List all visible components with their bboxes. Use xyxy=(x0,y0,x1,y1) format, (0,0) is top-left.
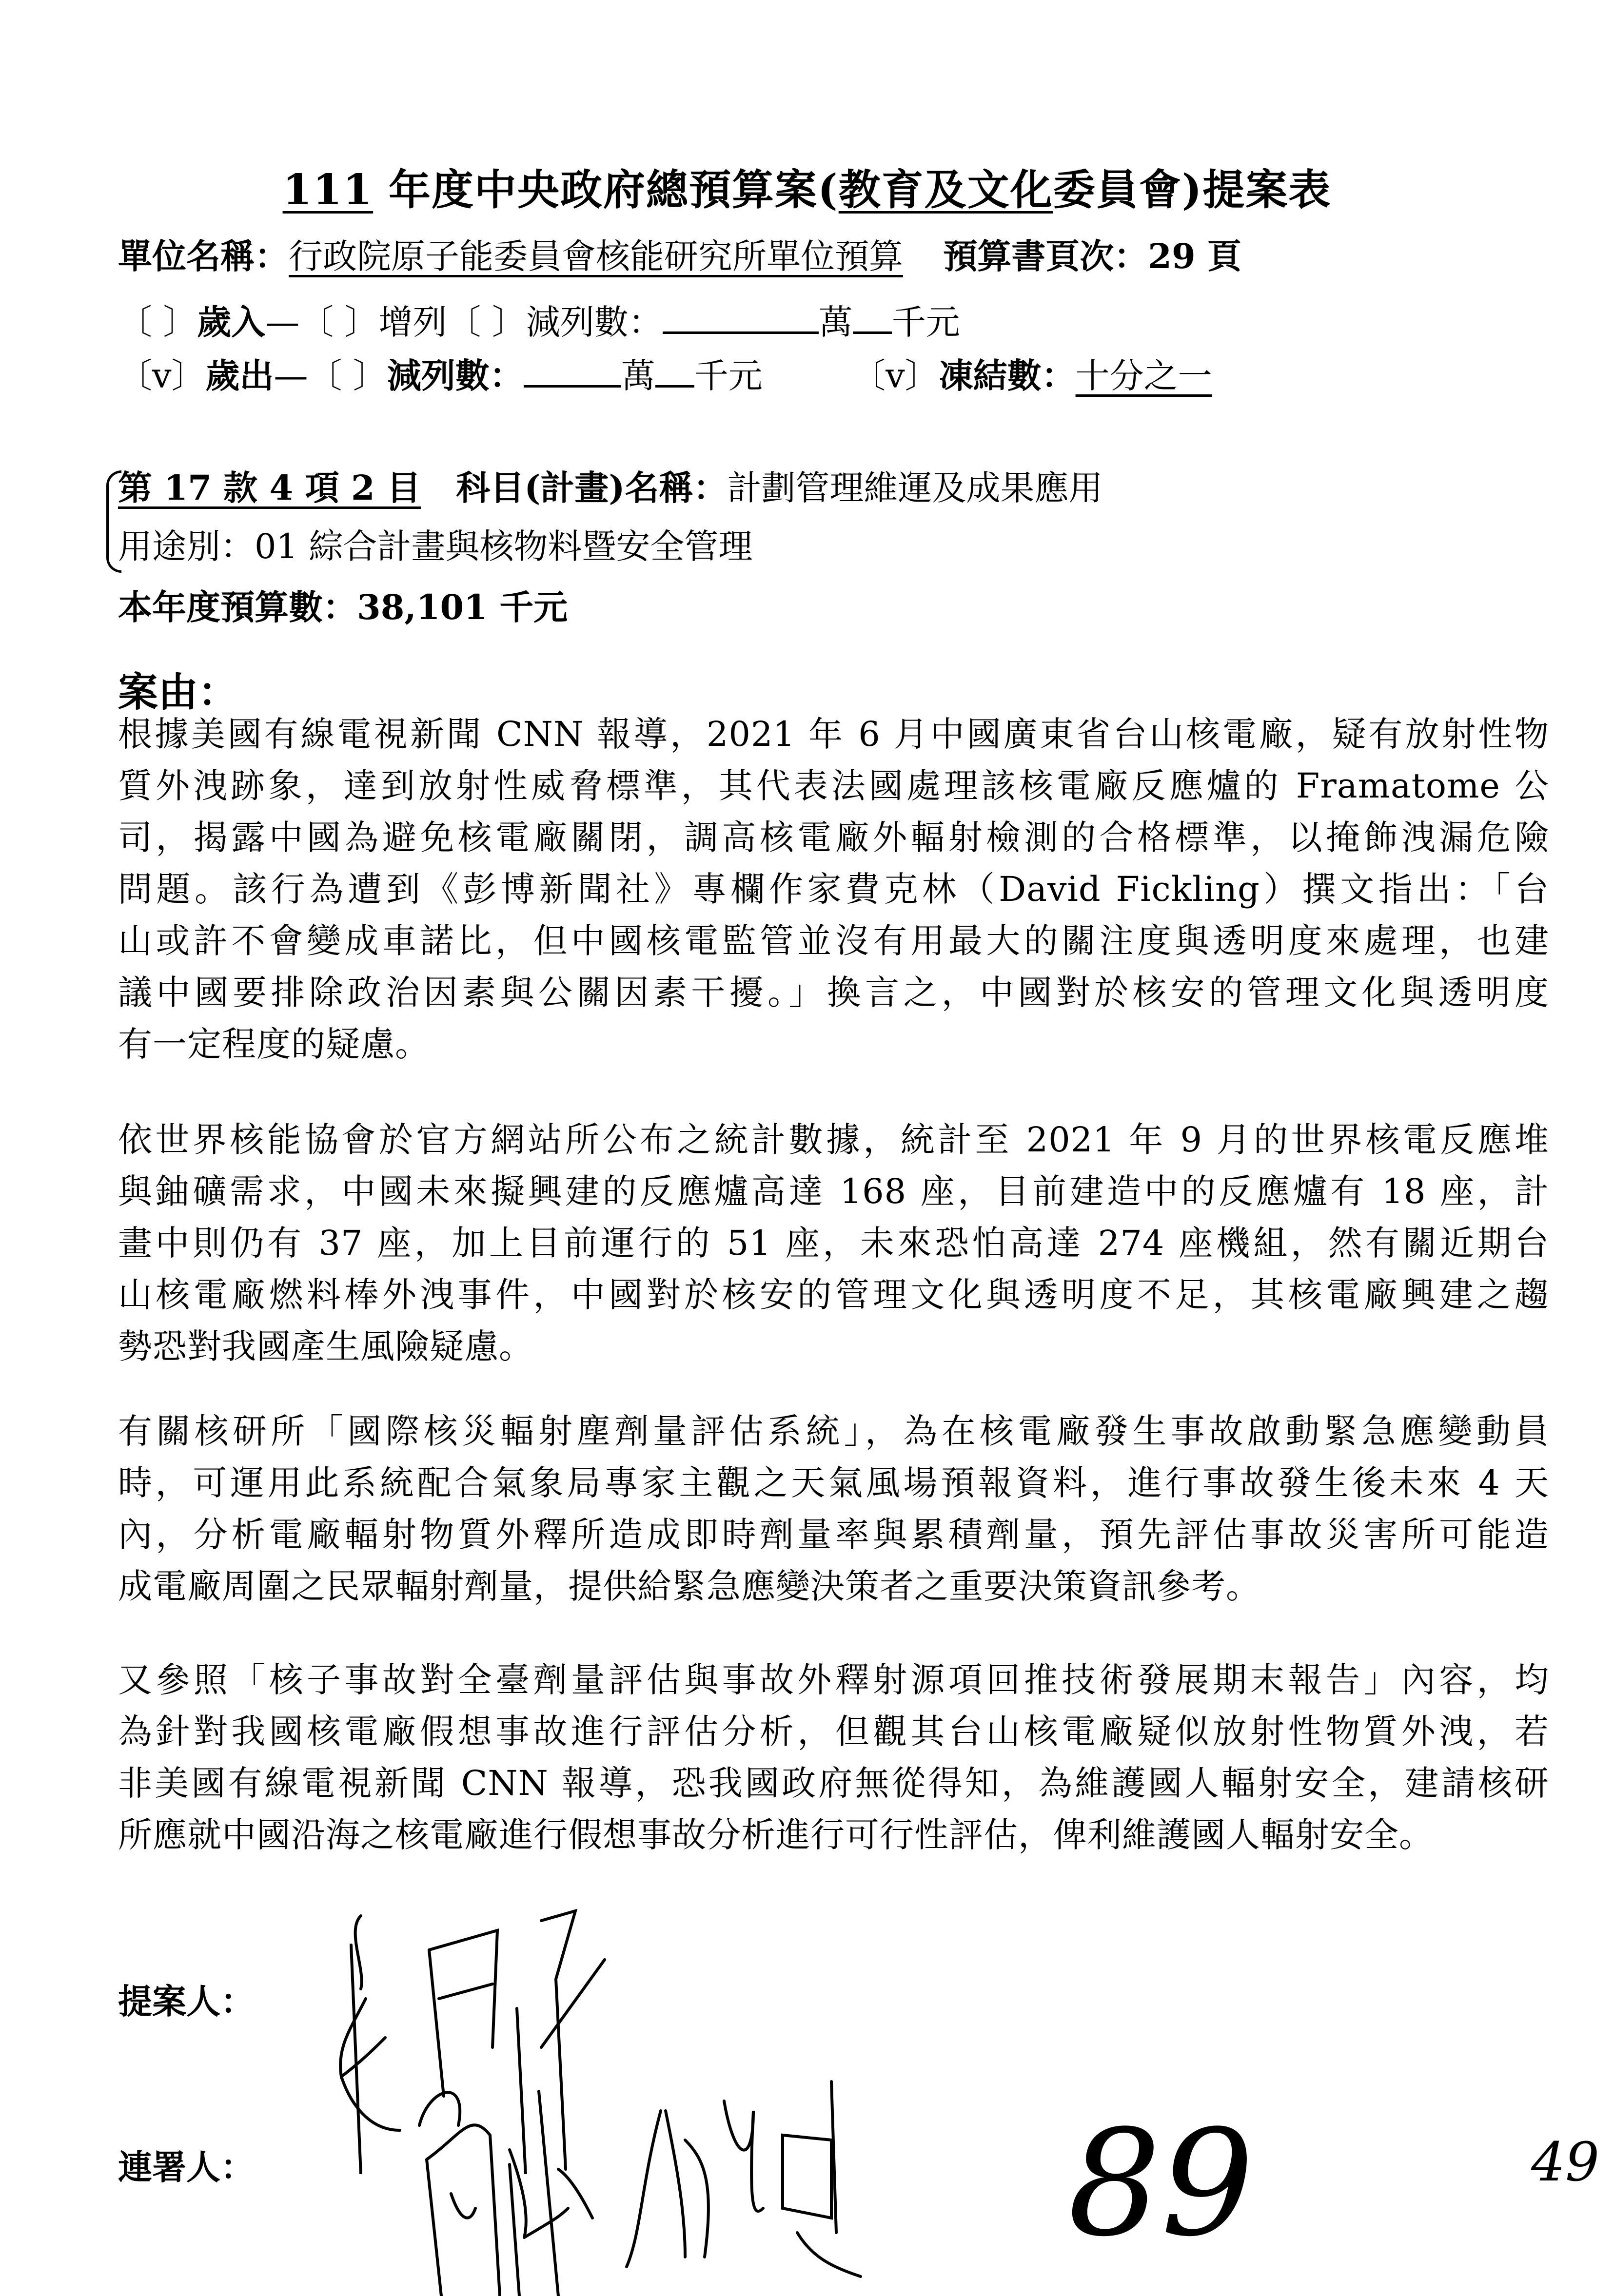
wan-unit: 萬 xyxy=(818,302,853,342)
decrease-label: 減列數： xyxy=(387,355,524,396)
paragraph-line: 時，可運用此系統配合氣象局專家主觀之天氣風場預報資料，進行事故發生後未來 4 天 xyxy=(118,1463,1549,1503)
expense-checkbox[interactable]: 〔v〕 xyxy=(118,356,206,396)
paragraph-line: 內，分析電廠輻射物質外釋所造成即時劑量率與累積劑量，預先評估事故災害所可能造 xyxy=(118,1515,1549,1555)
paragraph-line: 有一定程度的疑慮。 xyxy=(118,1024,430,1064)
paragraph-line: 依世界核能協會於官方網站所公布之統計數據，統計至 2021 年 9 月的世界核電反應堆 xyxy=(118,1120,1549,1160)
paragraph-line: 山或許不會變成車諾比，但中國核電監管並沒有用最大的關注度與透明度來處理，也建 xyxy=(118,921,1549,961)
paragraph-line: 根據美國有線電視新聞 CNN 報導，2021 年 6 月中國廣東省台山核電廠，疑有放射性物 xyxy=(118,714,1549,754)
wan-blank[interactable] xyxy=(663,302,819,334)
page-ref-value: 29 頁 xyxy=(1148,236,1242,276)
paragraph-line: 山核電廠燃料棒外洩事件，中國對於核安的管理文化與透明度不足，其核電廠興建之趨 xyxy=(118,1275,1549,1315)
paragraph-line: 議中國要排除政治因素與公關因素干擾。」換言之，中國對於核安的管理文化與透明度 xyxy=(118,973,1549,1012)
use-label: 用途別： xyxy=(118,526,255,566)
paragraph-line: 問題。該行為遭到《彭博新聞社》專欄作家費克林（David Fickling）撰文指出：「台 xyxy=(118,869,1549,909)
wan-unit: 萬 xyxy=(621,356,655,396)
paragraph-line: 又參照「核子事故對全臺劑量評估與事故外釋射源項回推技術發展期末報告」內容，均 xyxy=(118,1660,1549,1700)
reason-heading: 案由： xyxy=(118,669,238,716)
use-row xyxy=(118,519,752,568)
title-text: 年度中央政府總預算案( xyxy=(373,165,839,214)
expense-row xyxy=(118,349,1212,398)
revenue-label: 歲入 xyxy=(197,302,266,342)
increase-label: 增列 xyxy=(378,302,447,342)
decrease-checkbox[interactable]: 〔 〕 xyxy=(308,356,387,396)
expense-label: 歲出 xyxy=(205,355,274,396)
wan-blank[interactable] xyxy=(524,356,621,388)
decrease-checkbox[interactable]: 〔 〕 xyxy=(447,302,526,342)
paragraph-line: 質外洩跡象，達到放射性威脅標準，其代表法國處理該核電廠反應爐的 Framatome 公 xyxy=(118,766,1549,806)
qian-unit: 千元 xyxy=(694,356,763,396)
paragraph-line: 為針對我國核電廠假想事故進行評估分析，但觀其台山核電廠疑似放射性物質外洩，若 xyxy=(118,1712,1549,1751)
unit-row xyxy=(118,229,1241,278)
subject-value: 計劃管理維運及成果應用 xyxy=(727,468,1103,508)
freeze-checkbox[interactable]: 〔v〕 xyxy=(851,356,939,396)
qian-unit: 千元 xyxy=(891,302,960,342)
budget-row xyxy=(118,580,568,629)
qian-blank[interactable] xyxy=(655,356,694,388)
paragraph-line: 司，揭露中國為避免核電廠關閉，調高核電廠外輻射檢測的合格標準，以掩飾洩漏危險 xyxy=(118,817,1549,857)
title-committee: 教育及文化 xyxy=(838,165,1053,214)
qian-blank[interactable] xyxy=(853,302,892,334)
handwritten-number: 89 xyxy=(1068,2099,1254,2269)
unit-value: 行政院原子能委員會核能研究所單位預算 xyxy=(289,236,903,276)
dash: — xyxy=(265,302,300,342)
decrease-label: 減列數： xyxy=(526,302,663,342)
item-row xyxy=(118,461,1103,510)
form-title xyxy=(0,156,1614,216)
item-code: 第 17 款 4 項 2 目 xyxy=(118,467,421,508)
unit-label: 單位名稱： xyxy=(118,236,289,276)
paragraph-line: 與鈾礦需求，中國未來擬興建的反應爐高達 168 座，目前建造中的反應爐有 18 座，計 xyxy=(118,1171,1549,1211)
paragraph-line: 畫中則仍有 37 座，加上目前運行的 51 座，未來恐怕高達 274 座機組，然有關近期台 xyxy=(118,1223,1549,1263)
budget-label: 本年度預算數： xyxy=(118,587,357,627)
budget-value: 38,101 千元 xyxy=(357,587,568,627)
freeze-label: 凍結數： xyxy=(939,355,1076,396)
paragraph-line: 有關核研所「國際核災輻射塵劑量評估系統」，為在核電廠發生事故啟動緊急應變動員 xyxy=(118,1411,1549,1451)
dash: — xyxy=(274,356,308,396)
page-ref-label: 預算書頁次： xyxy=(943,236,1148,276)
paragraph-line: 所應就中國沿海之核電廠進行假想事故分析進行可行性評估，俾利維護國人輻射安全。 xyxy=(118,1815,1434,1855)
revenue-row xyxy=(118,295,960,344)
paragraph-line: 勢恐對我國產生風險疑慮。 xyxy=(118,1326,533,1366)
freeze-value: 十分之一 xyxy=(1075,356,1212,396)
title-text-end: 委員會)提案表 xyxy=(1053,165,1332,214)
revenue-checkbox[interactable]: 〔 〕 xyxy=(118,302,197,342)
page-number: 49 xyxy=(1531,2131,1599,2193)
title-year: 111 xyxy=(282,165,374,214)
cosigner-signatures xyxy=(412,2062,1046,2296)
use-value: 01 綜合計畫與核物料暨安全管理 xyxy=(255,526,753,566)
subject-label: 科目(計畫)名稱： xyxy=(456,467,728,508)
increase-checkbox[interactable]: 〔 〕 xyxy=(299,302,379,342)
paragraph-line: 成電廠周圍之民眾輻射劑量，提供給緊急應變決策者之重要決策資訊參考。 xyxy=(118,1566,1260,1606)
proposer-label: 提案人： xyxy=(118,1981,255,2022)
cosigner-label: 連署人： xyxy=(118,2147,255,2187)
paragraph-line: 非美國有線電視新聞 CNN 報導，恐我國政府無從得知，為維護國人輻射安全，建請核研 xyxy=(118,1763,1549,1803)
